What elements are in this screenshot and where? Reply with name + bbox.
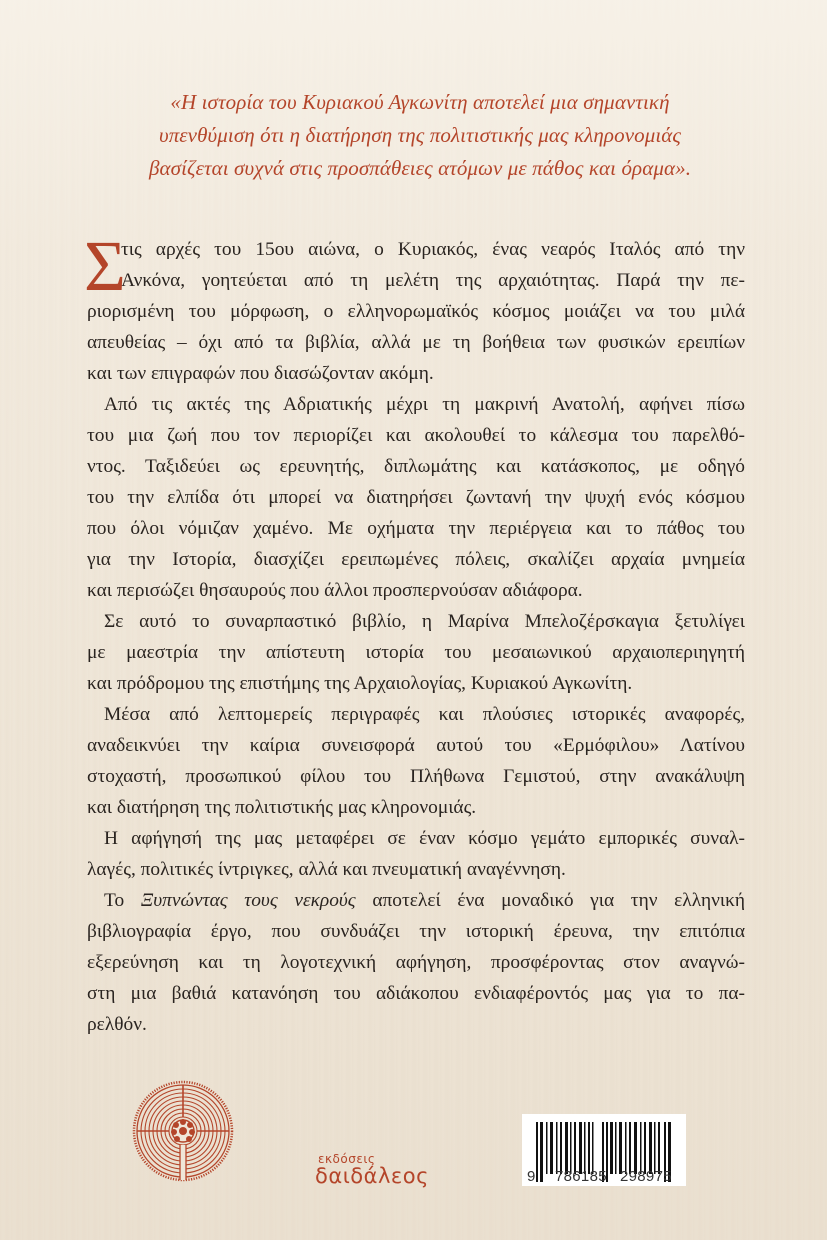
text-line: και διατήρηση της πολιτιστικής μας κληρονομιάς.: [87, 797, 477, 818]
isbn-digits-right: 298975: [620, 1168, 672, 1185]
text-line: για την Ιστορία, διασχίζει ερειπωμένες πόλεις, σκαλίζει αρχαία μνημεία: [87, 549, 745, 570]
labyrinth-icon: [130, 1080, 240, 1190]
text-line: ντος. Ταξιδεύει ως ερευνητής, διπλωμάτης και κατάσκοπος, με οδηγό: [87, 456, 745, 477]
text-line: με μαεστρία την απίστευτη ιστορία του μεσαιωνικού αρχαιοπεριηγητή: [87, 642, 745, 663]
text-line: απευθείας – όχι από τα βιβλία, αλλά με τη βοήθεια των φυσικών ερειπίων: [87, 332, 745, 353]
text-line: βιβλιογραφία έργο, που συνδυάζει την ιστορική έρευνα, την επιτόπια: [87, 921, 745, 942]
text-line: Η αφήγησή της μας μεταφέρει σε έναν κόσμο γεμάτο εμπορικές συναλ-: [104, 828, 745, 849]
text-line: ρελθόν.: [87, 1014, 147, 1035]
text-fragment: αποτελεί ένα μοναδικό για την ελληνική: [355, 890, 745, 911]
text-line: Σε αυτό το συναρπαστικό βιβλίο, η Μαρίνα Μπελοζέρσκαγια ξετυλίγει: [104, 611, 745, 632]
text-line: και περισώζει θησαυρούς που άλλοι προσπερνούσαν αδιάφορα.: [87, 580, 583, 601]
isbn-barcode: [522, 1114, 686, 1186]
publisher-name: δαιδάλεος: [315, 1164, 429, 1188]
text-line: Από τις ακτές της Αδριατικής μέχρι τη μακρινή Ανατολή, αφήνει πίσω: [104, 394, 745, 415]
drop-cap: Σ: [84, 226, 126, 306]
isbn-digit-first: 9: [527, 1168, 536, 1185]
text-line: αναδεικνύει την καίρια συνεισφορά αυτού του «Ερμόφιλου» Λατίνου: [87, 735, 745, 756]
isbn-digits: [522, 1168, 686, 1185]
back-cover-quote: [100, 86, 740, 185]
text-line: [87, 885, 745, 916]
isbn-digits-left: 786185: [555, 1168, 607, 1185]
text-line: Ανκόνα, γοητεύεται από τη μελέτη της αρχαιότητας. Παρά την πε-: [121, 270, 745, 291]
quote-line: «Η ιστορία του Κυριακού Αγκωνίτη αποτελεί μια σημαντική: [170, 90, 670, 114]
blurb-body: [84, 226, 745, 1040]
text-line: λαγές, πολιτικές ίντριγκες, αλλά και πνευματική αναγέννηση.: [87, 859, 566, 880]
publisher-logo: [130, 1080, 429, 1190]
text-fragment: Το: [104, 890, 141, 911]
text-line: Μέσα από λεπτομερείς περιγραφές και πλούσιες ιστορικές αναφορές,: [104, 704, 745, 725]
text-line: τις αρχές του 15ου αιώνα, ο Κυριακός, ένας νεαρός Ιταλός από την: [121, 239, 745, 260]
text-line: του την ελπίδα ότι μπορεί να διατηρήσει ζωντανή την ψυχή ενός κόσμου: [87, 487, 745, 508]
text-line: και πρόδρομου της επιστήμης της Αρχαιολογίας, Κυριακού Αγκωνίτη.: [87, 673, 633, 694]
text-line: του μια ζωή που τον περιορίζει και ακολουθεί το κάλεσμα του παρελθό-: [87, 425, 745, 446]
publisher-label: εκδόσεις: [318, 1152, 376, 1166]
text-line: που όλοι νόμιζαν χαμένο. Με οχήματα την περιέργεια και το πάθος του: [87, 518, 745, 539]
quote-line: βασίζεται συχνά στις προσπάθειες ατόμων με πάθος και όραμα».: [148, 156, 692, 180]
text-line: και των επιγραφών που διασώζονταν ακόμη.: [87, 363, 434, 384]
text-line: εξερεύνηση και τη λογοτεχνική αφήγηση, προσφέροντας στον αναγνώ-: [87, 952, 745, 973]
text-line: ριορισμένη του μόρφωση, ο ελληνορωμαϊκός κόσμος μοιάζει να του μιλά: [87, 301, 745, 322]
text-line: στη μια βαθιά κατανόηση του αδιάκοπου ενδιαφέροντός μας για το πα-: [87, 983, 745, 1004]
text-line: στοχαστή, προσωπικού φίλου του Πλήθωνα Γεμιστού, στην ανακάλυψη: [87, 766, 745, 787]
book-title: Ξυπνώντας τους νεκρούς: [140, 890, 356, 911]
quote-line: υπενθύμιση ότι η διατήρηση της πολιτιστικής μας κληρονομιάς: [158, 123, 682, 147]
